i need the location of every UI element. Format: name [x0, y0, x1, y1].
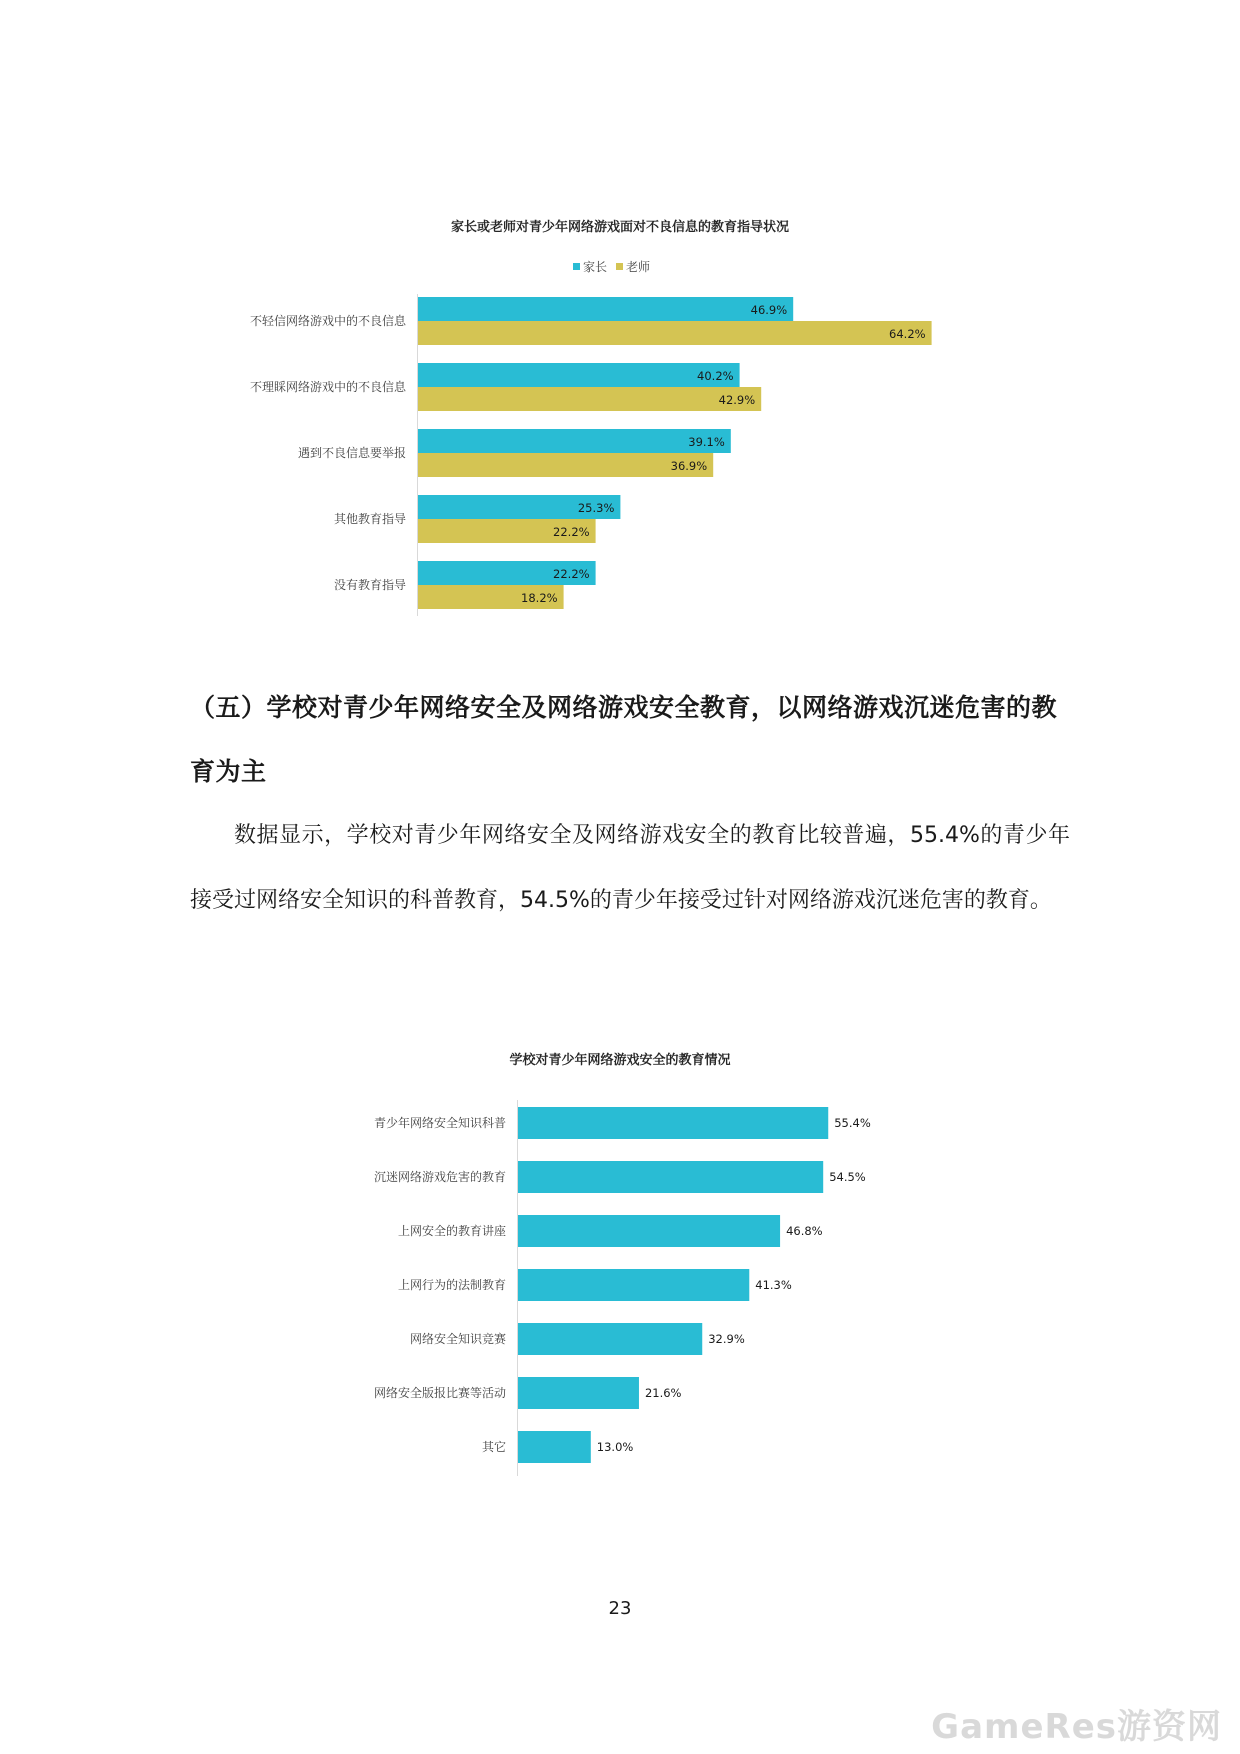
chart2-category-label: 网络安全版报比赛等活动	[373, 1386, 506, 1400]
section-paragraph: 数据显示，学校对青少年网络安全及网络游戏安全的教育比较普遍，55.4%的青少年接受过网络安全知识的科普教育，54.5%的青少年接受过针对网络游戏沉迷危害的教育。	[190, 823, 1070, 913]
chart2-value-label: 54.5%	[829, 1170, 866, 1184]
chart2-category-label: 沉迷网络游戏危害的教育	[373, 1170, 506, 1184]
chart1-bar-parent	[418, 363, 740, 387]
chart2-bar	[518, 1269, 749, 1301]
chart2-category-label: 上网行为的法制教育	[397, 1278, 506, 1292]
chart2-bar	[518, 1431, 591, 1463]
chart1-value-label: 36.9%	[670, 459, 708, 473]
chart1-bar-parent	[418, 297, 793, 321]
chart2-title: 学校对青少年网络游戏安全的教育情况	[509, 1053, 731, 1068]
legend-label-parent: 家长	[583, 260, 608, 274]
legend-swatch-parent	[573, 263, 580, 270]
chart1-category-label: 其他教育指导	[333, 512, 406, 526]
chart1-title: 家长或老师对青少年网络游戏面对不良信息的教育指导状况	[450, 220, 790, 235]
chart1-bar-parent	[418, 429, 731, 453]
chart-school-education	[374, 1052, 871, 1476]
chart2-bar	[518, 1107, 828, 1139]
chart1-value-label: 22.2%	[553, 567, 590, 581]
chart1-category-label: 遇到不良信息要举报	[297, 446, 406, 460]
chart1-value-label: 39.1%	[688, 435, 725, 449]
chart2-category-label: 上网安全的教育讲座	[397, 1224, 506, 1238]
page-number: 23	[608, 1598, 632, 1619]
chart1-bar-teacher	[418, 387, 761, 411]
chart1-value-label: 46.9%	[750, 303, 788, 317]
chart1-value-label: 42.9%	[718, 393, 756, 407]
chart1-category-label: 不理睬网络游戏中的不良信息	[249, 380, 406, 394]
chart2-bar	[518, 1215, 780, 1247]
chart1-value-label: 18.2%	[521, 591, 558, 605]
chart1-value-label: 22.2%	[553, 525, 590, 539]
chart2-category-label: 网络安全知识竞赛	[409, 1332, 506, 1346]
watermark-logo: GameRes游资网	[931, 1707, 1222, 1747]
chart1-category-label: 没有教育指导	[333, 578, 406, 592]
chart2-bar	[518, 1323, 702, 1355]
chart1-category-label: 不轻信网络游戏中的不良信息	[249, 314, 406, 328]
chart2-category-label: 其它	[481, 1440, 506, 1454]
section-heading: （五）学校对青少年网络安全及网络游戏安全教育，以网络游戏沉迷危害的教育为主	[190, 693, 1058, 786]
chart1-bar-teacher	[418, 321, 932, 345]
chart1-value-label: 64.2%	[889, 327, 926, 341]
chart1-bar-teacher	[418, 453, 713, 477]
chart2-value-label: 13.0%	[596, 1440, 634, 1454]
chart2-bar	[518, 1161, 823, 1193]
chart2-value-label: 32.9%	[708, 1332, 745, 1346]
chart2-value-label: 21.6%	[644, 1386, 682, 1400]
chart2-category-label: 青少年网络安全知识科普	[373, 1116, 506, 1130]
chart2-bar	[518, 1377, 639, 1409]
legend-label-teacher: 老师	[626, 260, 651, 274]
chart1-value-label: 40.2%	[697, 369, 734, 383]
chart-parent-teacher-guidance	[250, 219, 932, 616]
chart1-value-label: 25.3%	[577, 501, 615, 515]
chart2-value-label: 41.3%	[755, 1278, 792, 1292]
chart2-value-label: 55.4%	[834, 1116, 871, 1130]
chart2-value-label: 46.8%	[786, 1224, 823, 1238]
legend-swatch-teacher	[616, 263, 623, 270]
chart1-legend	[573, 259, 650, 274]
